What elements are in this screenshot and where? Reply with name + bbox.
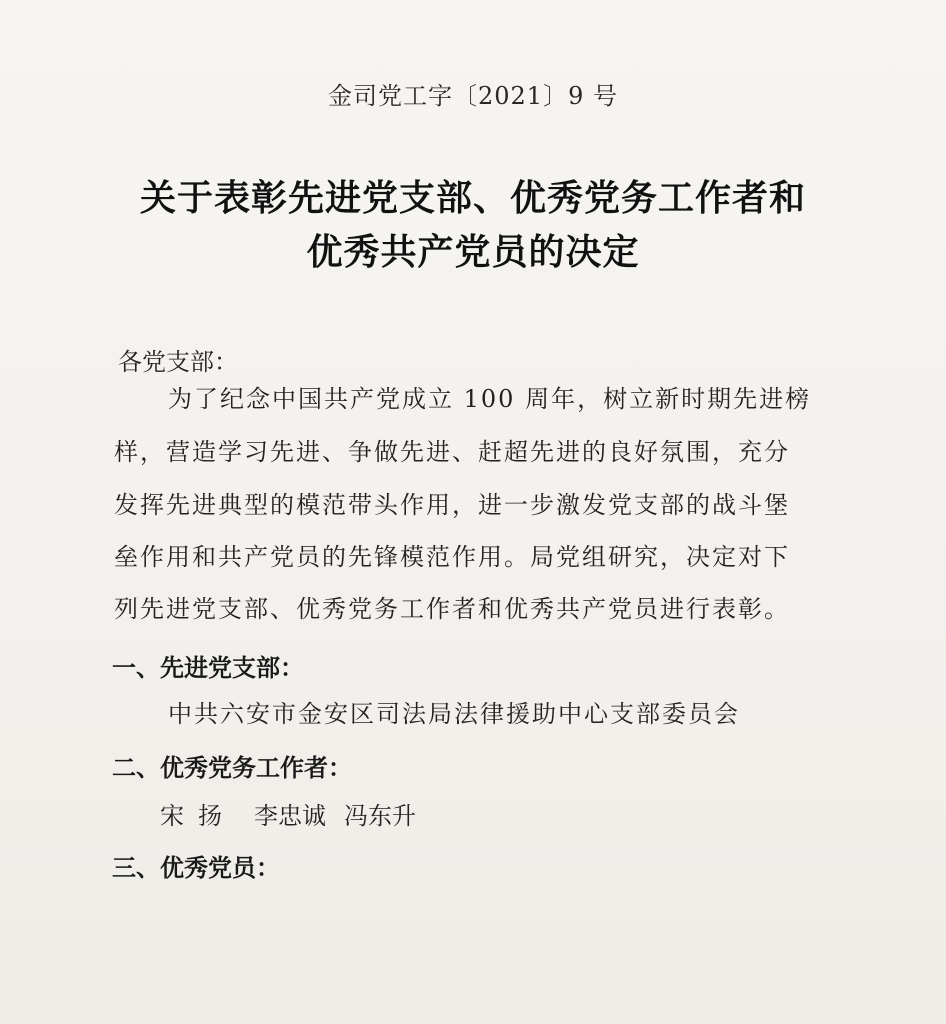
body-line: 列先进党支部、优秀党务工作者和优秀共产党员进行表彰。 (114, 595, 790, 623)
body-line: 样，营造学习先进、争做先进、赶超先进的良好氛围，充分 (114, 438, 790, 466)
section-heading-outstanding-members: 三、优秀党员： (112, 854, 280, 882)
document-title-line-1: 关于表彰先进党支部、优秀党务工作者和 (139, 177, 806, 219)
body-line: 垒作用和共产党员的先锋模范作用。局党组研究，决定对下 (114, 543, 790, 571)
section-heading-party-workers: 二、优秀党务工作者： (112, 754, 352, 782)
party-worker-name: 冯东升 (344, 802, 416, 830)
advanced-branch-name: 中共六安市金安区司法局法律援助中心支部委员会 (168, 700, 740, 728)
party-worker-name: 李忠诚 (254, 802, 326, 830)
document-number: 金司党工字〔2021〕9 号 (328, 82, 618, 110)
body-line: 发挥先进典型的模范带头作用，进一步激发党支部的战斗堡 (114, 491, 790, 519)
salutation: 各党支部： (118, 348, 238, 376)
document-title-line-2: 优秀共产党员的决定 (306, 231, 640, 273)
body-line: 为了纪念中国共产党成立 100 周年，树立新时期先进榜 (168, 385, 812, 413)
party-worker-names (160, 796, 416, 831)
party-worker-name: 宋扬 (160, 802, 236, 830)
section-heading-advanced-branch: 一、先进党支部： (112, 654, 304, 682)
